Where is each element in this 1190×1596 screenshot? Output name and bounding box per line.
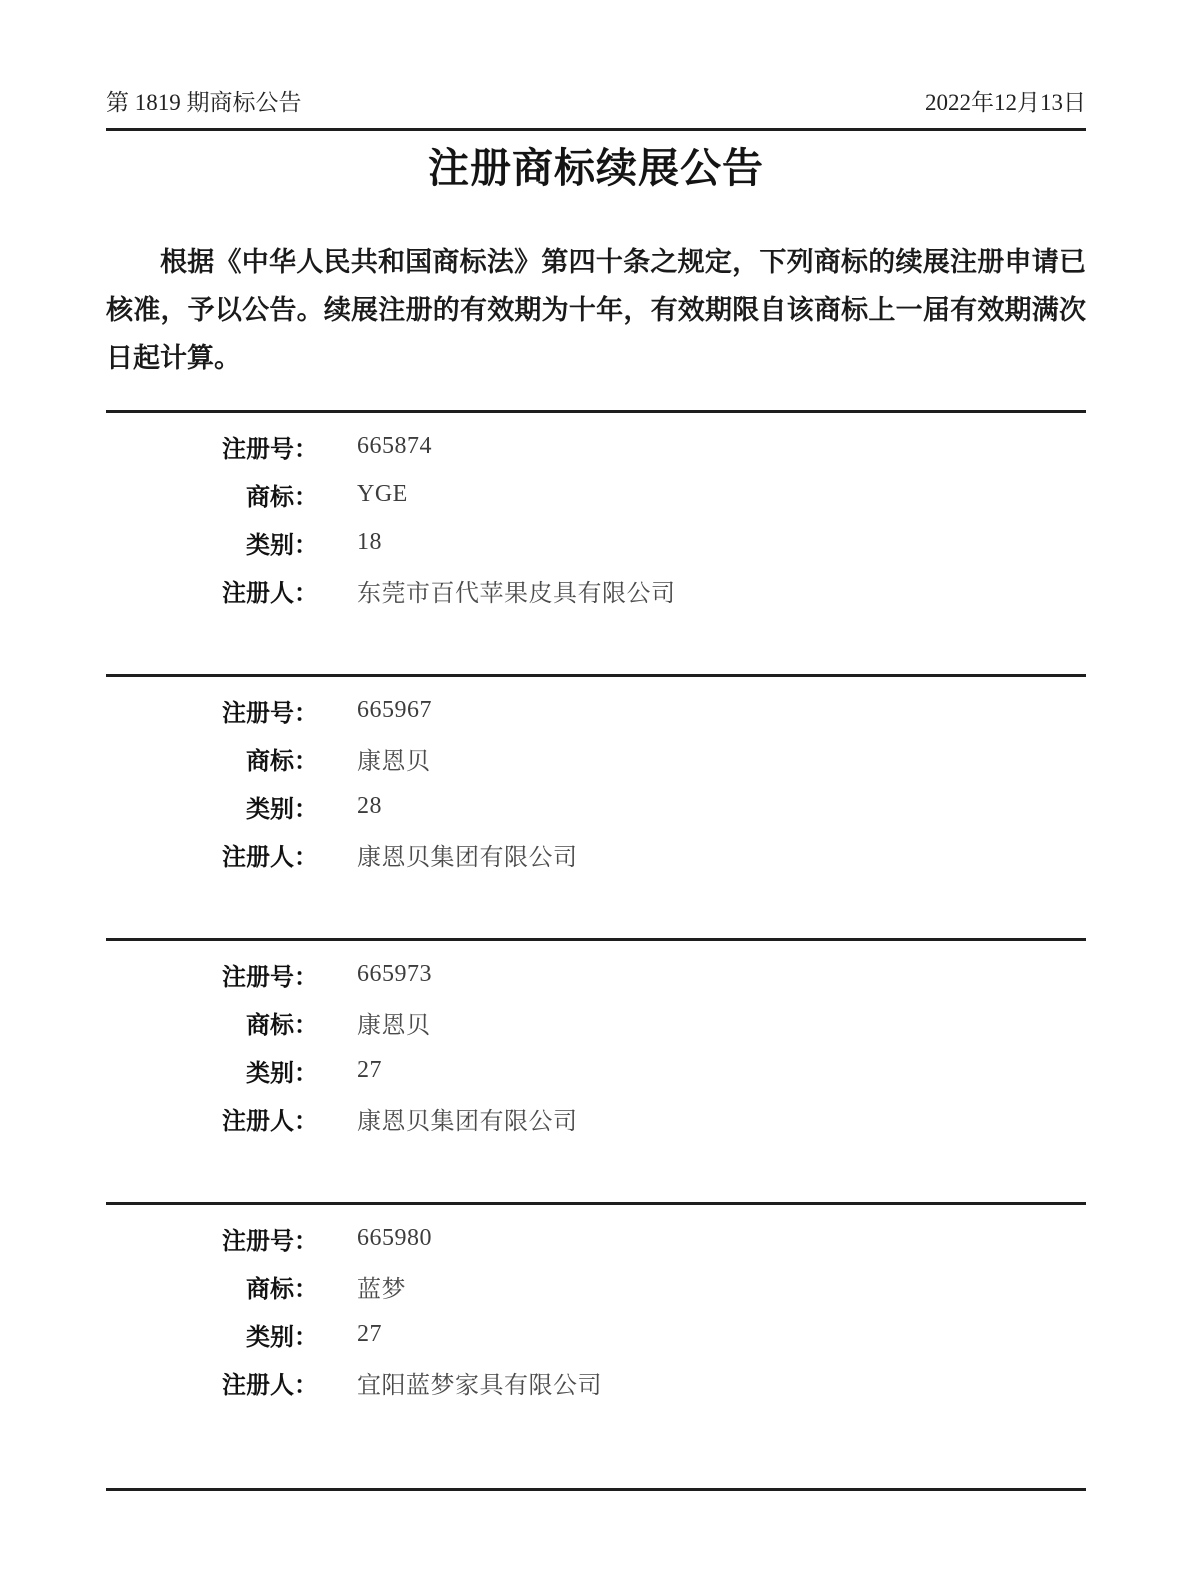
trademark-label: 商标： bbox=[246, 1276, 318, 1303]
record bbox=[106, 1202, 1086, 1466]
reg-no-value: 665980 bbox=[357, 1224, 432, 1251]
registrant-label: 注册人： bbox=[222, 1372, 318, 1399]
records-list bbox=[106, 410, 1086, 1491]
category-row bbox=[106, 518, 1086, 566]
trademark-label: 商标： bbox=[246, 484, 318, 511]
registrant-value: 康恩贝集团有限公司 bbox=[357, 844, 578, 871]
category-label: 类别： bbox=[246, 532, 318, 559]
registrant-row bbox=[106, 1094, 1086, 1142]
record bbox=[106, 938, 1086, 1202]
trademark-label: 商标： bbox=[246, 748, 318, 775]
registrant-label: 注册人： bbox=[222, 1108, 318, 1135]
trademark-row bbox=[106, 470, 1086, 518]
reg-no-value: 665967 bbox=[357, 696, 432, 723]
registrant-value: 宜阳蓝梦家具有限公司 bbox=[357, 1372, 602, 1399]
category-label: 类别： bbox=[246, 1324, 318, 1351]
trademark-value: 康恩贝 bbox=[357, 748, 431, 775]
registrant-row bbox=[106, 566, 1086, 614]
reg-no-label: 注册号： bbox=[222, 1228, 318, 1255]
category-label: 类别： bbox=[246, 796, 318, 823]
trademark-value: 康恩贝 bbox=[357, 1012, 431, 1039]
category-row bbox=[106, 782, 1086, 830]
reg-no-row bbox=[106, 686, 1086, 734]
trademark-row bbox=[106, 1262, 1086, 1310]
trademark-row bbox=[106, 998, 1086, 1046]
category-label: 类别： bbox=[246, 1060, 318, 1087]
category-row bbox=[106, 1310, 1086, 1358]
registrant-value: 东莞市百代苹果皮具有限公司 bbox=[357, 580, 676, 607]
registrant-value: 康恩贝集团有限公司 bbox=[357, 1108, 578, 1135]
reg-no-row bbox=[106, 950, 1086, 998]
gazette-date-label: 2022年12月13日 bbox=[925, 90, 1086, 115]
trademark-value: YGE bbox=[357, 480, 408, 507]
reg-no-label: 注册号： bbox=[222, 700, 318, 727]
category-row bbox=[106, 1046, 1086, 1094]
registrant-label: 注册人： bbox=[222, 580, 318, 607]
reg-no-row bbox=[106, 1214, 1086, 1262]
reg-no-label: 注册号： bbox=[222, 436, 318, 463]
category-value: 27 bbox=[357, 1320, 382, 1347]
record bbox=[106, 674, 1086, 938]
trademark-row bbox=[106, 734, 1086, 782]
trademark-label: 商标： bbox=[246, 1012, 318, 1039]
intro-paragraph: 根据《中华人民共和国商标法》第四十条之规定，下列商标的续展注册申请已核准，予以公告。续展注册的有效期为十年，有效期限自该商标上一届有效期满次日起计算。 bbox=[106, 247, 1086, 374]
gazette-issue-label: 第 1819 期商标公告 bbox=[106, 90, 302, 115]
category-value: 18 bbox=[357, 528, 382, 555]
trademark-value: 蓝梦 bbox=[357, 1276, 406, 1303]
registrant-row bbox=[106, 830, 1086, 878]
category-value: 28 bbox=[357, 792, 382, 819]
page-title: 注册商标续展公告 bbox=[428, 145, 764, 191]
reg-no-value: 665973 bbox=[357, 960, 432, 987]
registrant-label: 注册人： bbox=[222, 844, 318, 871]
bottom-divider bbox=[106, 1488, 1086, 1491]
reg-no-row bbox=[106, 422, 1086, 470]
record bbox=[106, 410, 1086, 674]
category-value: 27 bbox=[357, 1056, 382, 1083]
reg-no-value: 665874 bbox=[357, 432, 432, 459]
page-header bbox=[106, 0, 1086, 131]
reg-no-label: 注册号： bbox=[222, 964, 318, 991]
registrant-row bbox=[106, 1358, 1086, 1406]
